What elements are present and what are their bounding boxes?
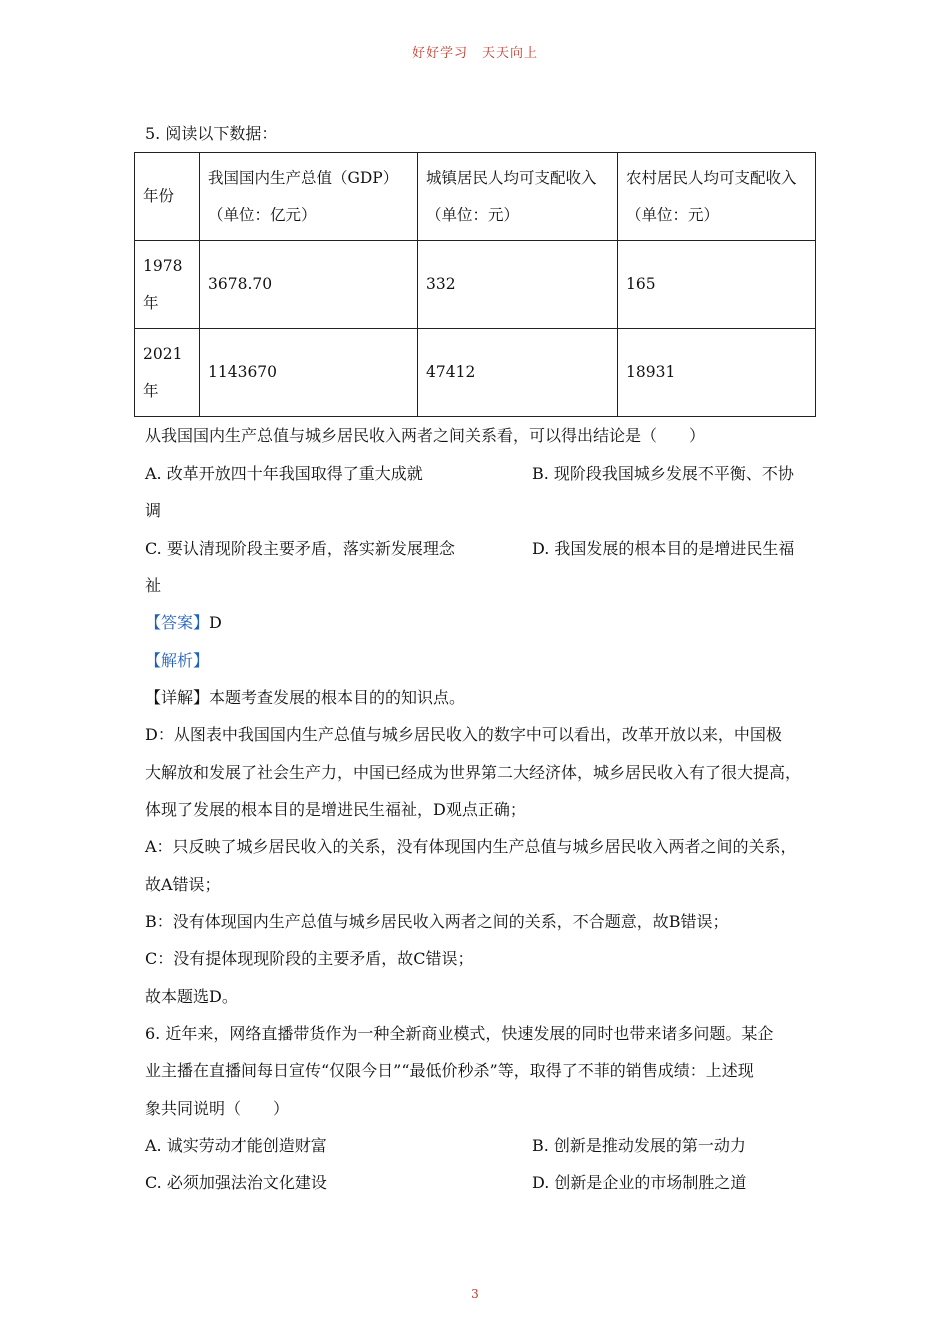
explanation-b: B：没有体现国内生产总值与城乡居民收入两者之间的关系，不合题意，故B错误； bbox=[145, 912, 729, 931]
detail-line: 【详解】本题考查发展的根本目的的知识点。 bbox=[145, 688, 466, 707]
q6-option-d: D. 创新是企业的市场制胜之道 bbox=[532, 1173, 747, 1192]
analysis-tag: 【解析】 bbox=[145, 651, 210, 670]
page-header: 好好学习 天天向上 bbox=[411, 46, 538, 61]
table-cell-gdp: 3678.70 bbox=[200, 241, 418, 329]
table-row bbox=[135, 241, 816, 329]
table-cell-year: 2021年 bbox=[135, 329, 200, 417]
table-row bbox=[135, 329, 816, 417]
table-header-row bbox=[135, 153, 816, 241]
explanation-a-1: A：只反映了城乡居民收入的关系，没有体现国内生产总值与城乡居民收入两者之间的关系， bbox=[145, 837, 797, 856]
table-cell-rural: 165 bbox=[618, 241, 816, 329]
table-cell-urban: 47412 bbox=[418, 329, 618, 417]
q5-option-b: B. 现阶段我国城乡发展不平衡、不协 bbox=[532, 464, 794, 483]
explanation-d-3: 体现了发展的根本目的是增进民生福祉，D观点正确； bbox=[145, 800, 526, 819]
q6-stem-2: 业主播在直播间每日宣传“仅限今日”“最低价秒杀”等，取得了不菲的销售成绩：上述现 bbox=[145, 1061, 754, 1080]
answer-value: D bbox=[209, 613, 222, 632]
explanation-a-2: 故A错误； bbox=[145, 875, 221, 894]
explanation-d-2: 大解放和发展了社会生产力，中国已经成为世界第二大经济体，城乡居民收入有了很大提高， bbox=[145, 763, 802, 782]
table-header-gdp: 我国国内生产总值（GDP）（单位：亿元） bbox=[200, 153, 418, 241]
table-header-rural: 农村居民人均可支配收入（单位：元） bbox=[618, 153, 816, 241]
q6-option-a: A. 诚实劳动才能创造财富 bbox=[145, 1136, 327, 1155]
q5-option-a: A. 改革开放四十年我国取得了重大成就 bbox=[145, 464, 423, 483]
q5-option-b-cont: 调 bbox=[145, 501, 162, 520]
table-cell-urban: 332 bbox=[418, 241, 618, 329]
table-cell-gdp: 1143670 bbox=[200, 329, 418, 417]
q6-stem-1: 6. 近年来，网络直播带货作为一种全新商业模式，快速发展的同时也带来诸多问题。某企 bbox=[145, 1024, 774, 1043]
table-cell-rural: 18931 bbox=[618, 329, 816, 417]
q6-option-c: C. 必须加强法治文化建设 bbox=[145, 1173, 327, 1192]
table-header-year: 年份 bbox=[135, 153, 200, 241]
explanation-conclusion: 故本题选D。 bbox=[145, 987, 238, 1006]
explanation-c: C：没有提体现现阶段的主要矛盾，故C错误； bbox=[145, 949, 474, 968]
q5-title: 5. 阅读以下数据： bbox=[145, 124, 278, 143]
answer-line bbox=[145, 613, 222, 633]
page-number: 3 bbox=[471, 1287, 479, 1301]
q6-option-b: B. 创新是推动发展的第一动力 bbox=[532, 1136, 746, 1155]
q6-stem-3: 象共同说明（ ） bbox=[145, 1099, 290, 1118]
table-header-urban: 城镇居民人均可支配收入（单位：元） bbox=[418, 153, 618, 241]
q5-option-d-cont: 祉 bbox=[145, 576, 162, 595]
q5-option-d: D. 我国发展的根本目的是增进民生福 bbox=[532, 539, 795, 558]
data-table bbox=[134, 152, 816, 417]
explanation-d-1: D：从图表中我国国内生产总值与城乡居民收入的数字中可以看出，改革开放以来，中国极 bbox=[145, 725, 782, 744]
q5-question: 从我国国内生产总值与城乡居民收入两者之间关系看，可以得出结论是（ ） bbox=[145, 426, 706, 445]
answer-tag: 【答案】 bbox=[145, 613, 210, 632]
q5-option-c: C. 要认清现阶段主要矛盾，落实新发展理念 bbox=[145, 539, 455, 558]
table-cell-year: 1978年 bbox=[135, 241, 200, 329]
